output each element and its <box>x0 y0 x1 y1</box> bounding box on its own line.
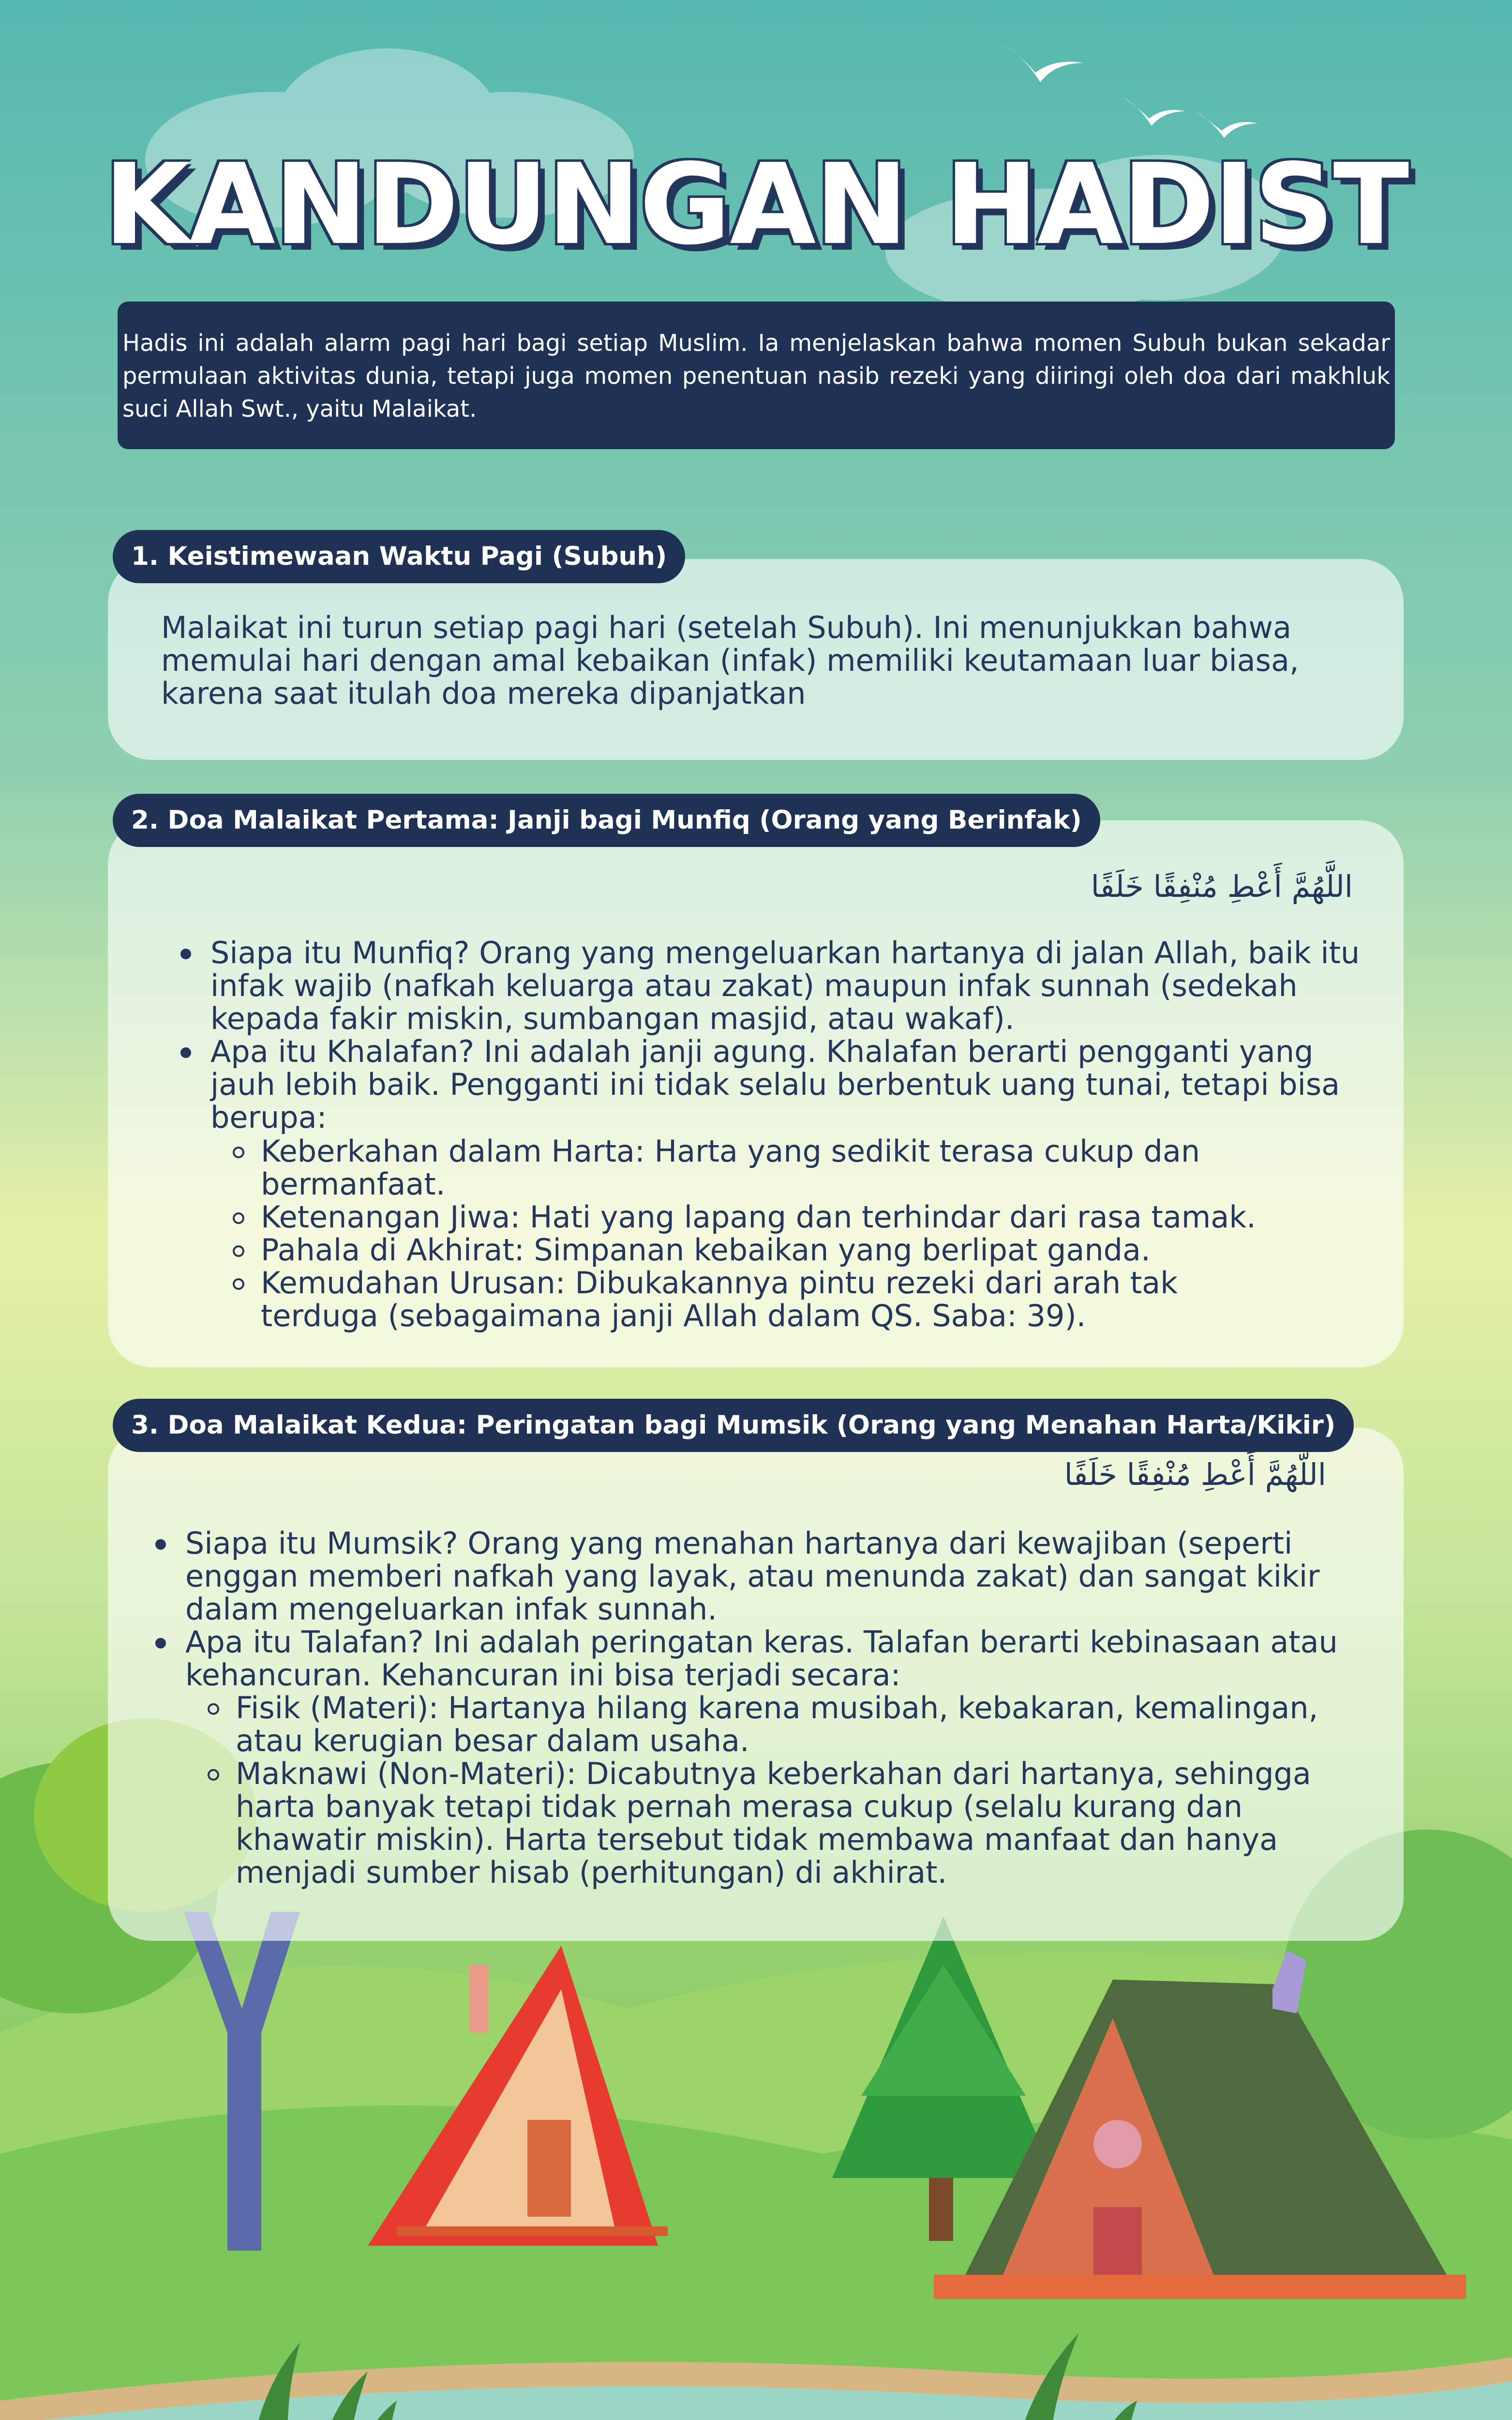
list-item: Apa itu Khalafan? Ini adalah janji agung. Khalafan berarti pengganti yang jauh lebih baik. Pengganti ini tidak selalu berbentuk uang tunai, tetapi bisa berupa: <box>210 1035 1362 1134</box>
page-title: KANDUNGAN HADIST <box>104 140 1408 270</box>
section-1-body: Malaikat ini turun setiap pagi hari (setelah Subuh). Ini menunjukkan bahwa memulai hari dengan amal kebaikan (infak) memiliki keutamaan luar biasa, karena saat itulah doa mereka dipanjatkan <box>161 610 1299 711</box>
list-item: Ketenangan Jiwa: Hati yang lapang dan terhindar dari rasa tamak. <box>261 1201 1277 1234</box>
section-3-list <box>185 1527 1347 1692</box>
list-item: Siapa itu Munfiq? Orang yang mengeluarkan hartanya di jalan Allah, baik itu infak wajib (nafkah keluarga atau zakat) maupun infak sunnah (sedekah kepada fakir miskin, sumbangan masjid, atau wakaf). <box>210 937 1362 1035</box>
list-item: Fisik (Materi): Hartanya hilang karena musibah, kebakaran, kemalingan, atau kerugian besar dalam usaha. <box>236 1692 1329 1757</box>
list-item: Pahala di Akhirat: Simpanan kebaikan yang berlipat ganda. <box>261 1234 1277 1267</box>
list-item: Keberkahan dalam Harta: Harta yang sedikit terasa cukup dan bermanfaat. <box>261 1135 1204 1201</box>
section-1-heading: 1. Keistimewaan Waktu Pagi (Subuh) <box>113 530 685 583</box>
list-item: Siapa itu Mumsik? Orang yang menahan hartanya dari kewajiban (seperti enggan memberi nafkah yang layak, atau menunda zakat) dan sangat kikir dalam mengeluarkan infak sunnah. <box>185 1527 1347 1626</box>
list-item: Kemudahan Urusan: Dibukakannya pintu rezeki dari arah tak terduga (sebagaimana janji Allah dalam QS. Saba: 39). <box>261 1267 1277 1332</box>
section-1-card <box>108 559 1404 760</box>
section-2-arabic: اللَّهُمَّ أَعْطِ مُنْفِقًا خَلَفًا <box>1091 869 1353 904</box>
section-3-heading: 3. Doa Malaikat Kedua: Peringatan bagi Mumsik (Orang yang Menahan Harta/Kikir) <box>113 1399 1354 1452</box>
intro-text: Hadis ini adalah alarm pagi hari bagi setiap Muslim. Ia menjelaskan bahwa momen Subuh bukan sekadar permulaan aktivitas dunia, tetapi juga momen penentuan nasib rezeki yang diiringi oleh doa dari makhluk suci Allah Swt., yaitu Malaikat. <box>122 330 1390 423</box>
list-item: Apa itu Talafan? Ini adalah peringatan keras. Talafan berarti kebinasaan atau kehancuran. Kehancuran ini bisa terjadi secara: <box>185 1626 1347 1692</box>
intro-box <box>118 302 1395 449</box>
section-3-sublist <box>236 1692 1329 1889</box>
section-2-list <box>210 937 1362 1134</box>
section-3-arabic: اللَّهُمَّ أَعْطِ مُنْفِقًا خَلَفًا <box>1064 1457 1326 1492</box>
section-3-card <box>108 1428 1404 1941</box>
list-item: Maknawi (Non-Materi): Dicabutnya keberkahan dari hartanya, sehingga harta banyak tetapi tidak pernah merasa cukup (selalu kurang dan khawatir miskin). Harta tersebut tidak membawa manfaat dan hanya menjadi sumber hisab (perhitungan) di akhirat. <box>236 1757 1329 1889</box>
section-2-card <box>108 820 1404 1367</box>
section-2-sublist <box>261 1135 1277 1332</box>
section-2-heading: 2. Doa Malaikat Pertama: Janji bagi Munfiq (Orang yang Berinfak) <box>113 794 1100 847</box>
